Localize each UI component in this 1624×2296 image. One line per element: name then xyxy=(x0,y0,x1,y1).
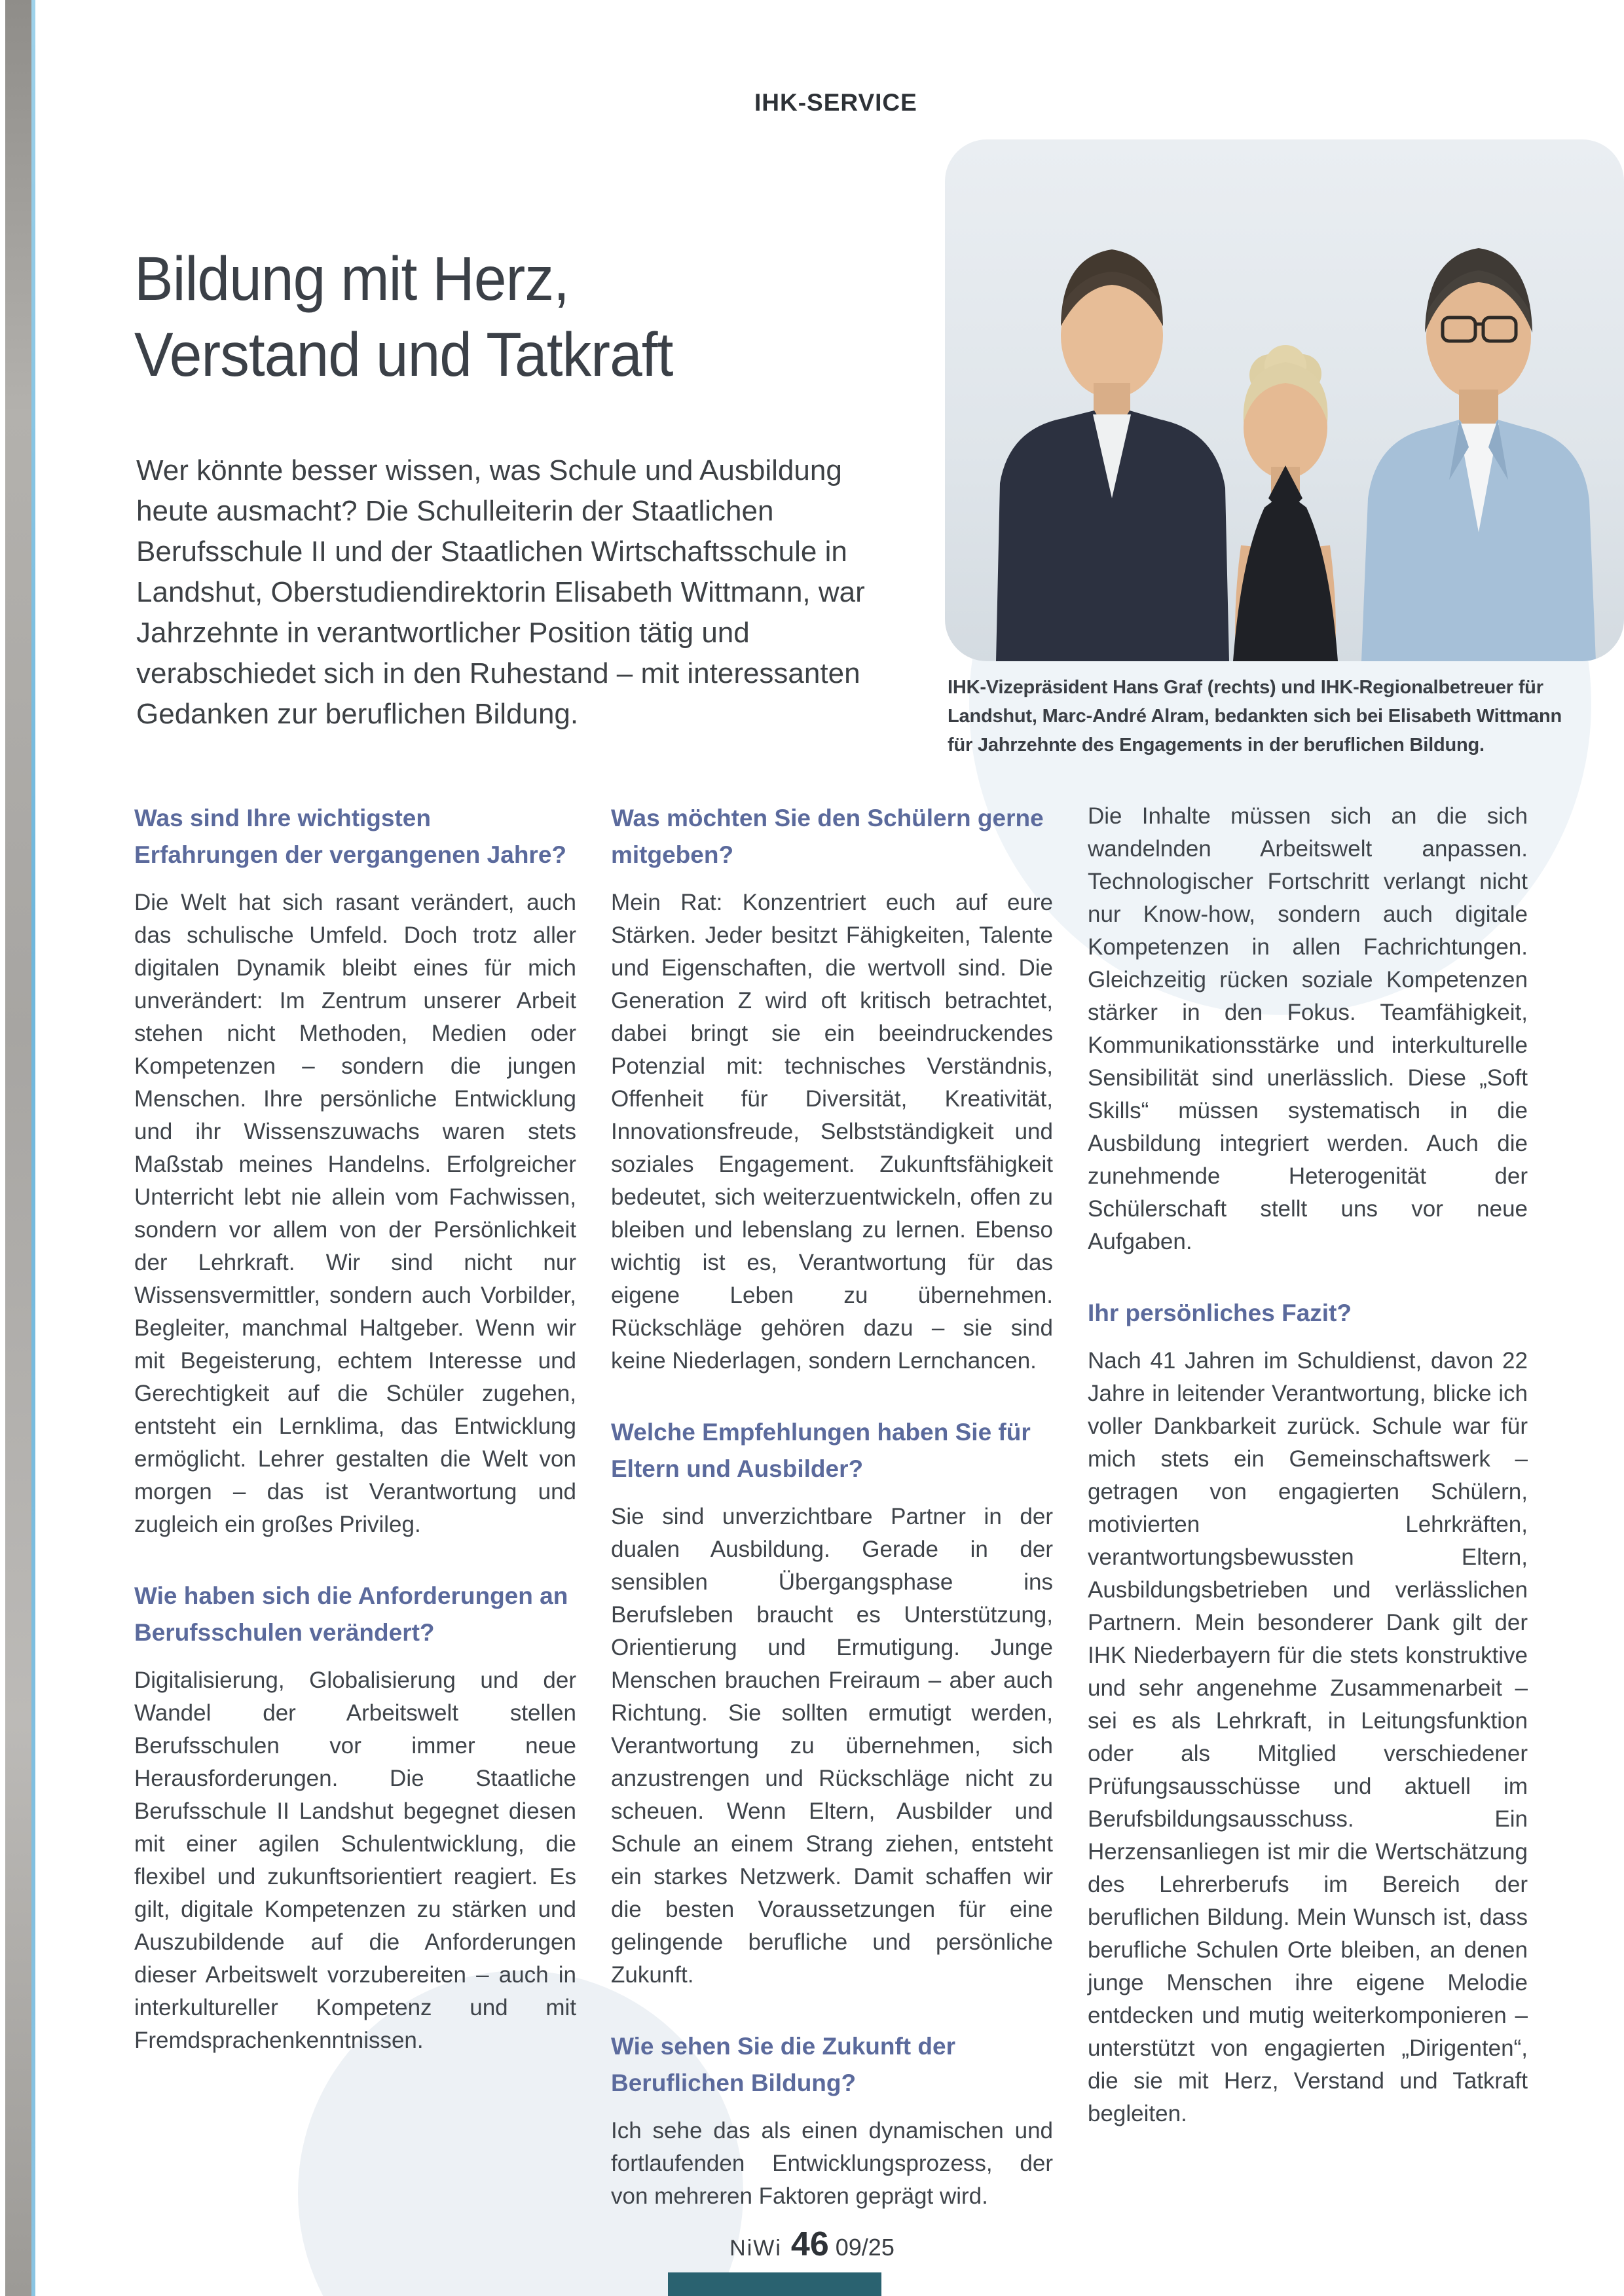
article-title-line1: Bildung mit Herz, xyxy=(134,244,569,314)
answer-paragraph: Sie sind unverzichtbare Partner in der dualen Ausbildung. Gerade in der sensiblen Übergangsphase ins Berufsleben braucht es Unterstützung, Orientierung und Ermutigung. Junge Menschen brauchen Freiraum – aber auch Richtung. Sie sollten ermutigt werden, Verantwortung zu übernehmen, sich anzustrengen und Rückschläge nicht zu scheuen. Wenn Eltern, Ausbilder und Schule an einem Strang ziehen, entsteht ein starkes Netzwerk. Damit schaffen wir die besten Voraussetzungen für eine gelingende berufliche und persönliche Zukunft. xyxy=(611,1504,1053,1988)
column-2 xyxy=(611,800,1053,2213)
page-footer xyxy=(729,2225,895,2264)
question-heading: Welche Empfehlungen haben Sie für Eltern und Ausbilder? xyxy=(611,1419,1031,1482)
answer-paragraph: Mein Rat: Konzentriert euch auf eure Stärken. Jeder besitzt Fähigkeiten, Talente und Eigenschaften, die wertvoll sind. Die Generation Z wird oft kritisch betrachtet, dabei bringt sie ein beeindruckendes Potenzial mit: technisches Verständnis, Offenheit für Diversität, Kreativität, Innovationsfreude, Selbstständigkeit und soziales Engagement. Zukunftsfähigkeit bedeutet, sich weiterzuentwickeln, offen zu bleiben und lebenslang zu lernen. Ebenso wichtig ist es, Verantwortung für das eigene Leben zu übernehmen. Rückschläge gehören dazu – sie sind keine Niederlagen, sondern Lernchancen. xyxy=(611,890,1053,1374)
question-heading: Was möchten Sie den Schülern gerne mitgeben? xyxy=(611,805,1044,868)
photo-three-people xyxy=(945,139,1624,661)
page-number: 46 xyxy=(790,2225,829,2263)
question-heading: Ihr persönliches Fazit? xyxy=(1088,1300,1352,1326)
next-page-edge xyxy=(668,2272,881,2296)
answer-paragraph: Die Welt hat sich rasant verändert, auch das schulische Umfeld. Doch trotz aller digitalen Dynamik bleibt eines für mich unverändert: Im Zentrum unserer Arbeit stehen nicht Methoden, Medien oder Kompetenzen – sondern die jungen Menschen. Ihre persönliche Entwicklung und ihr Wissenszuwachs waren stets Maßstab meines Handelns. Erfolgreicher Unterricht lebt nie allein vom Fachwissen, sondern vor allem von der Persönlichkeit der Lehrkraft. Wir sind nicht nur Wissensvermittler, sondern auch Vorbilder, Begleiter, manchmal Haltgeber. Wenn wir mit Begeisterung, echtem Interesse und Gerechtigkeit auf die Schüler zugehen, entsteht ein Lernklima, das Entwicklung ermöglicht. Lehrer gestalten die Welt von morgen – das ist Verantwortung und zugleich ein großes Privileg. xyxy=(134,890,576,1537)
question-heading: Was sind Ihre wichtigsten Erfahrungen der vergangenen Jahre? xyxy=(134,805,567,868)
answer-paragraph: Die Inhalte müssen sich an die sich wandelnden Arbeitswelt anpassen. Technologischer Fortschritt verlangt nicht nur Know-how, sondern auch digitale Kompetenzen in allen Fachrichtungen. Gleichzeitig rücken soziale Kompetenzen stärker in den Fokus. Teamfähigkeit, Kommunikationsstärke und interkulturelle Sensibilität sind unerlässlich. Diese „Soft Skills“ müssen systematisch in die Ausbildung integriert werden. Auch die zunehmende Heterogenität der Schülerschaft stellt uns vor neue Aufgaben. xyxy=(1088,803,1528,1254)
column-3 xyxy=(1088,800,1528,2130)
scan-spine-edge xyxy=(5,0,31,2296)
article-title-line2: Verstand und Tatkraft xyxy=(134,320,673,390)
question-heading: Wie haben sich die Anforderungen an Berufsschulen verändert? xyxy=(134,1582,568,1646)
answer-paragraph: Nach 41 Jahren im Schuldienst, davon 22 Jahre in leitender Verantwortung, blicke ich voller Dankbarkeit zurück. Schule war für mich stets ein Gemeinschaftswerk – getragen von engagierten Schülern, motivierten Lehrkräften, verantwortungsbewussten Eltern, Ausbildungsbetrieben und verlässlichen Partnern. Mein besonderer Dank gilt der IHK Niederbayern für die stets konstruktive und sehr angenehme Zusammenarbeit – sei es als Lehrkraft, in Leitungsfunktion oder als Mitglied verschiedener Prüfungsausschüsse und aktuell im Berufsbildungsausschuss. Ein Herzensanliegen ist mir die Wertschätzung des Lehrerberufs im Bereich der beruflichen Bildung. Mein Wunsch ist, dass berufliche Schulen Orte bleiben, an denen junge Menschen ihre eigene Melodie entdecken und mutig weiterkomponieren – unterstützt von engagierten „Dirigenten“, die sie mit Herz, Verstand und Tatkraft begleiten. xyxy=(1088,1348,1528,2126)
question-heading: Wie sehen Sie die Zukunft der Beruflichen Bildung? xyxy=(611,2033,955,2096)
answer-paragraph: Ich sehe das als einen dynamischen und fortlaufenden Entwicklungsprozess, der von mehreren Faktoren geprägt wird. xyxy=(611,2118,1053,2209)
answer-paragraph: Digitalisierung, Globalisierung und der Wandel der Arbeitswelt stellen Berufsschulen vor immer neue Herausforderungen. Die Staatliche Berufsschule II Landshut begegnet diesen mit einer agilen Schulentwicklung, die flexibel und zukunftsorientiert reagiert. Es gilt, digitale Kompetenzen zu stärken und Auszubildende auf die Anforderungen dieser Arbeitswelt vorzubereiten – auch in interkultureller Kompetenz und mit Fremdsprachenkenntnissen. xyxy=(134,1667,576,2053)
article-title xyxy=(134,241,673,393)
scan-spine-blue-line xyxy=(31,0,35,2296)
photo-illustration xyxy=(945,139,1624,661)
section-kicker: IHK-SERVICE xyxy=(754,89,917,116)
magazine-name: NiWi xyxy=(729,2236,782,2261)
column-1 xyxy=(134,800,576,2057)
photo-caption: IHK-Vizepräsident Hans Graf (rechts) und IHK-Regionalbetreuer für Landshut, Marc-André Alram, bedankten sich bei Elisabeth Wittmann für Jahrzehnte des Engagements in der beruflichen Bildung. xyxy=(948,677,1562,756)
issue-number: 09/25 xyxy=(835,2234,895,2261)
article-intro: Wer könnte besser wissen, was Schule und Ausbildung heute ausmacht? Die Schulleiterin der Staatlichen Berufsschule II und der Staatlichen Wirtschaftsschule in Landshut, Oberstudiendirektorin Elisabeth Wittmann, war Jahrzehnte in verantwortlicher Position tätig und verabschiedet sich in den Ruhestand – mit interessanten Gedanken zur beruflichen Bildung. xyxy=(136,454,865,730)
